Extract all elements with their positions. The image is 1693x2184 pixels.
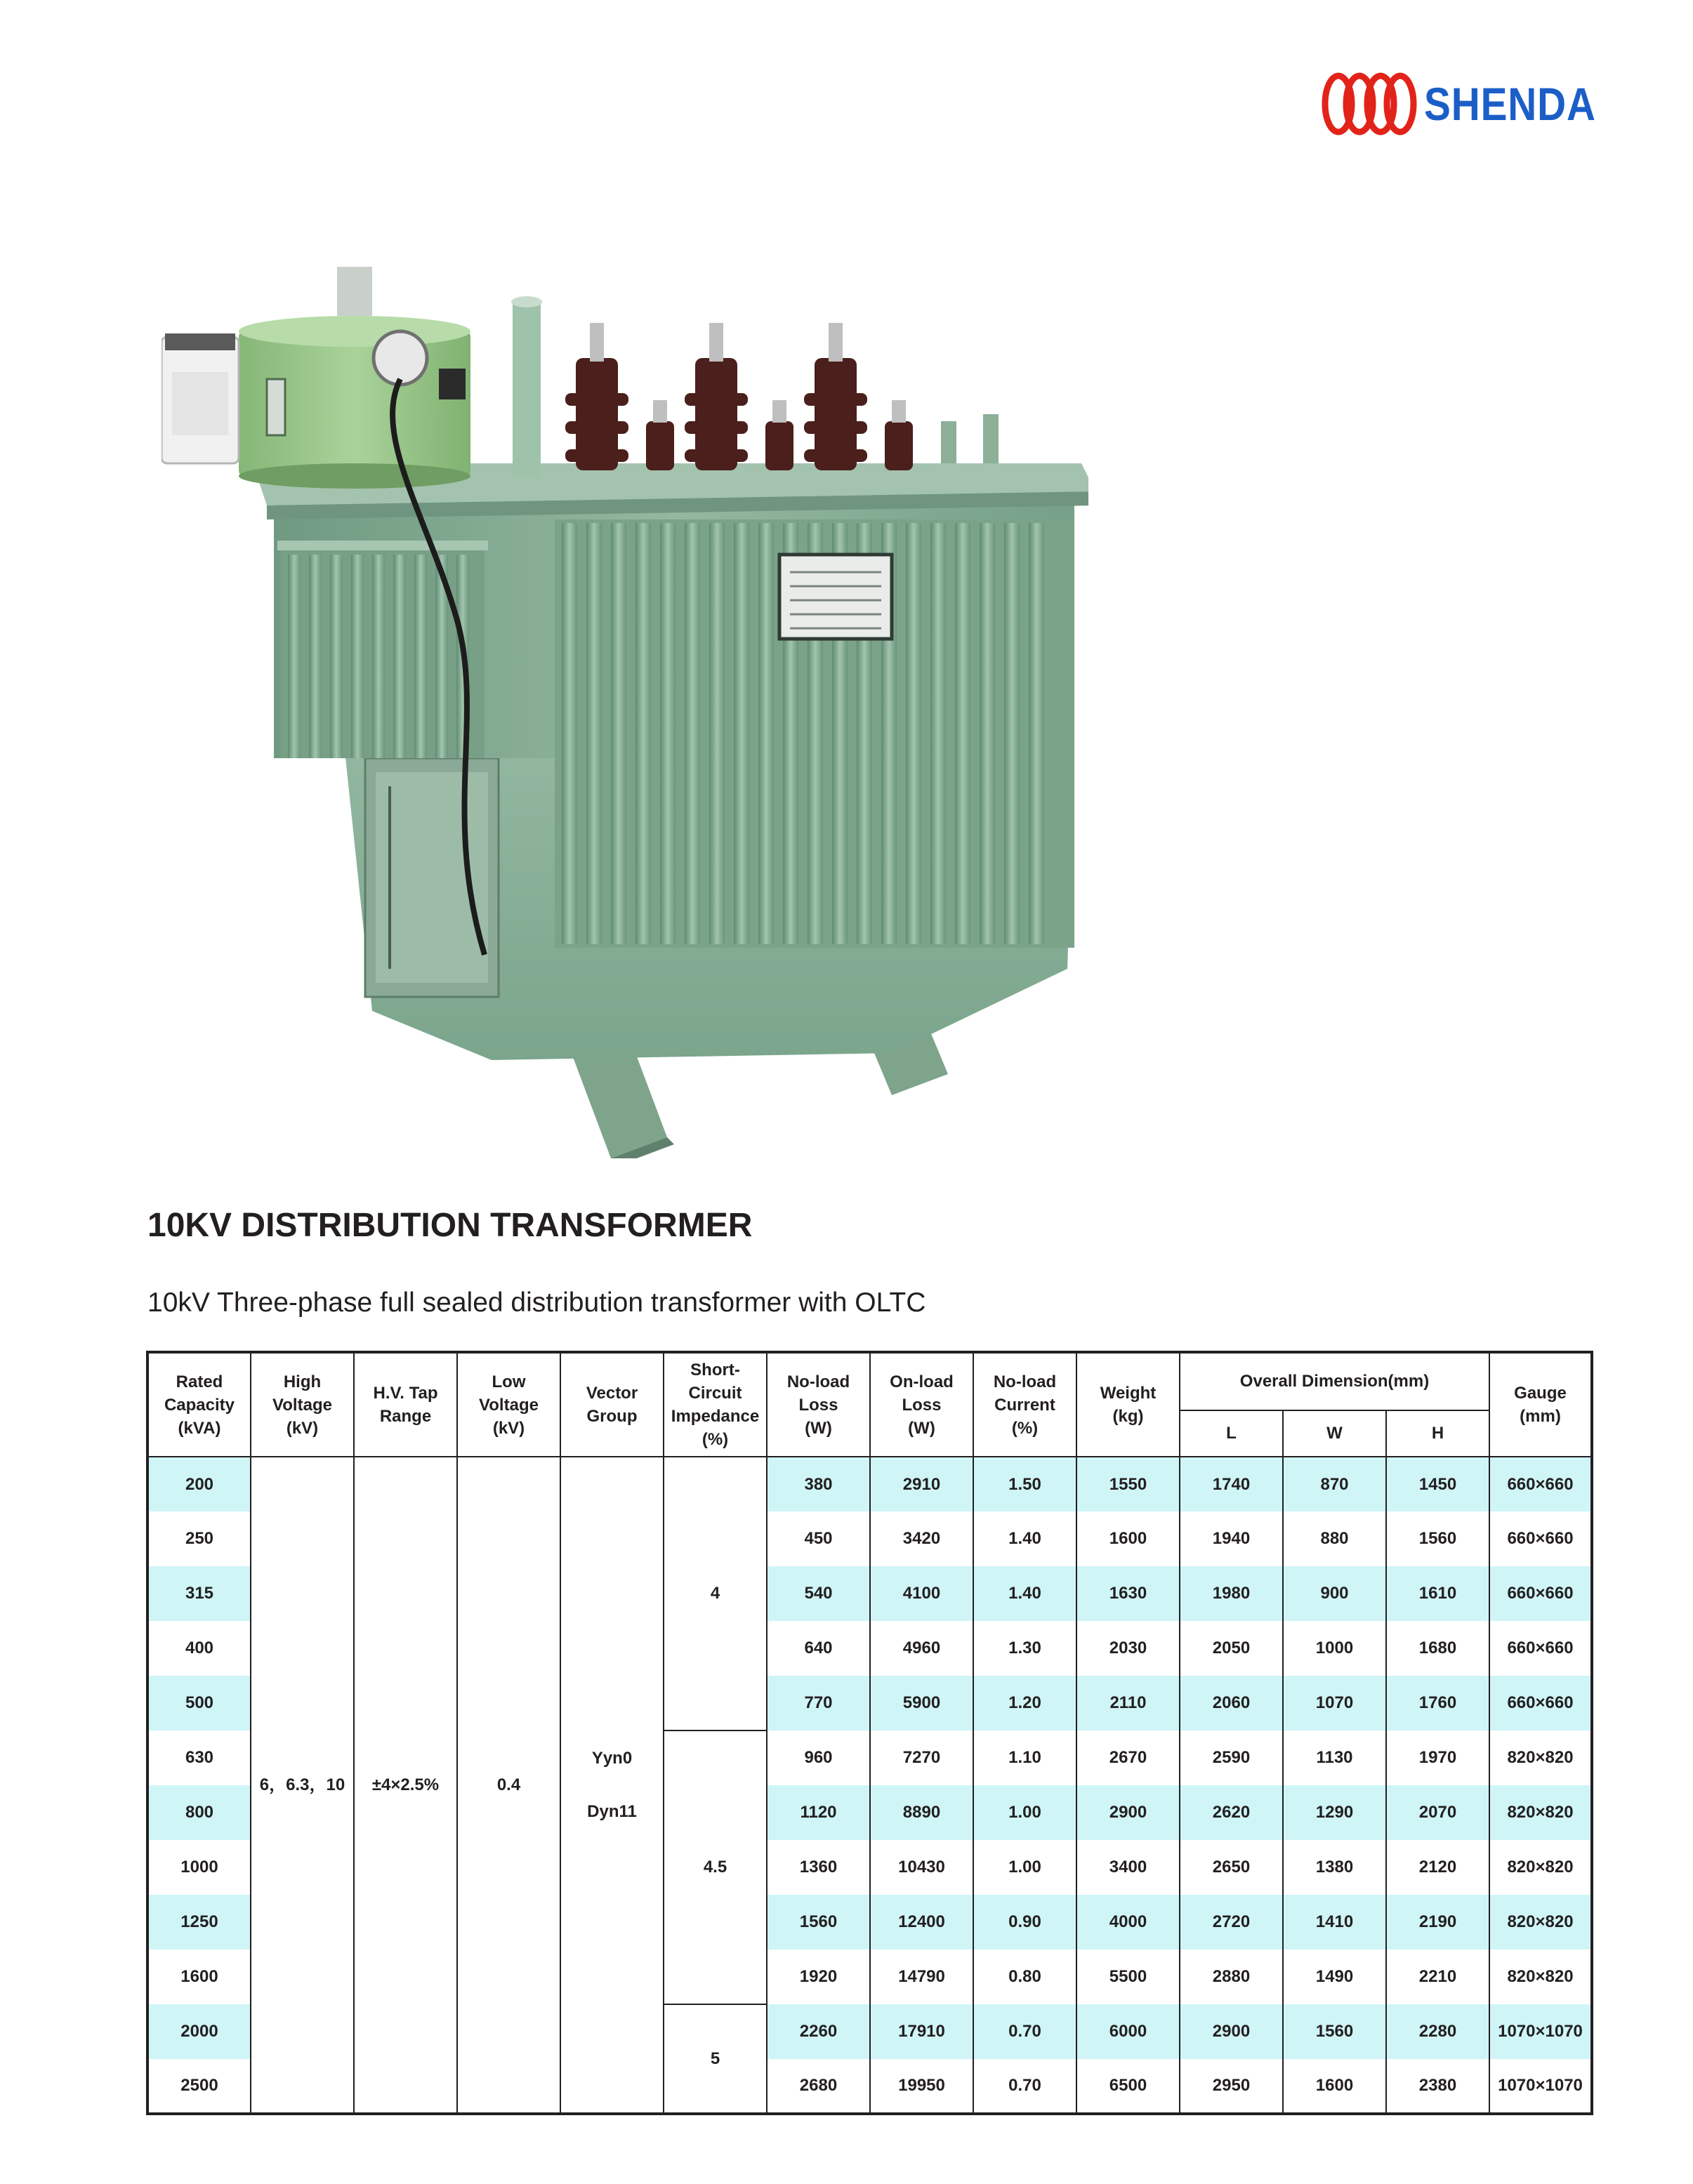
breather bbox=[162, 333, 239, 463]
cell-noload: 450 bbox=[767, 1511, 870, 1566]
cell-gauge: 820×820 bbox=[1489, 1895, 1592, 1950]
cell-weight: 1550 bbox=[1076, 1457, 1180, 1511]
cell-dim-w: 1070 bbox=[1283, 1676, 1386, 1730]
cell-weight: 2030 bbox=[1076, 1621, 1180, 1676]
cell-gauge: 660×660 bbox=[1489, 1621, 1592, 1676]
cell-dim-l: 1980 bbox=[1180, 1566, 1283, 1621]
cell-onload: 17910 bbox=[870, 2004, 973, 2059]
cell-capacity: 1600 bbox=[147, 1950, 251, 2004]
cell-noload: 960 bbox=[767, 1730, 870, 1785]
table-row bbox=[147, 1457, 1592, 1511]
cell-impedance-group-2: 4.5 bbox=[664, 1730, 767, 2004]
cell-tap-range: ±4×2.5% bbox=[354, 1457, 457, 2114]
cell-current: 1.20 bbox=[973, 1676, 1076, 1730]
cell-weight: 6500 bbox=[1076, 2059, 1180, 2114]
cell-current: 1.50 bbox=[973, 1457, 1076, 1511]
header-tap-range: H.V. Tap Range bbox=[354, 1352, 457, 1457]
cell-weight: 1600 bbox=[1076, 1511, 1180, 1566]
cell-current: 1.00 bbox=[973, 1785, 1076, 1840]
cell-dim-w: 1560 bbox=[1283, 2004, 1386, 2059]
cell-dim-h: 2210 bbox=[1386, 1950, 1489, 2004]
cell-capacity: 630 bbox=[147, 1730, 251, 1785]
cell-dim-l: 2620 bbox=[1180, 1785, 1283, 1840]
brand-logo bbox=[1320, 70, 1624, 138]
cell-vector-group: Yyn0 Dyn11 bbox=[560, 1457, 664, 2114]
cell-dim-l: 2060 bbox=[1180, 1676, 1283, 1730]
cell-weight: 2670 bbox=[1076, 1730, 1180, 1785]
cell-onload: 4960 bbox=[870, 1621, 973, 1676]
cell-noload: 1360 bbox=[767, 1840, 870, 1895]
cell-dim-w: 870 bbox=[1283, 1457, 1386, 1511]
header-dim-l: L bbox=[1180, 1410, 1283, 1457]
header-impedance: Short- Circuit Impedance (%) bbox=[664, 1352, 767, 1457]
hv-bushings bbox=[565, 323, 913, 470]
header-dim-h: H bbox=[1386, 1410, 1489, 1457]
cell-capacity: 250 bbox=[147, 1511, 251, 1566]
cell-dim-w: 900 bbox=[1283, 1566, 1386, 1621]
cell-current: 0.70 bbox=[973, 2059, 1076, 2114]
cell-noload: 1920 bbox=[767, 1950, 870, 2004]
cell-onload: 4100 bbox=[870, 1566, 973, 1621]
header-onload-loss: On-load Loss (W) bbox=[870, 1352, 973, 1457]
cell-capacity: 1250 bbox=[147, 1895, 251, 1950]
cell-dim-l: 2880 bbox=[1180, 1950, 1283, 2004]
cell-dim-w: 1410 bbox=[1283, 1895, 1386, 1950]
cell-current: 1.40 bbox=[973, 1511, 1076, 1566]
cell-dim-l: 2590 bbox=[1180, 1730, 1283, 1785]
cell-current: 0.90 bbox=[973, 1895, 1076, 1950]
cell-noload: 1560 bbox=[767, 1895, 870, 1950]
cell-capacity: 2500 bbox=[147, 2059, 251, 2114]
cell-current: 1.00 bbox=[973, 1840, 1076, 1895]
cell-dim-w: 1290 bbox=[1283, 1785, 1386, 1840]
cell-onload: 19950 bbox=[870, 2059, 973, 2114]
cell-high-voltage: 6，6.3，10 bbox=[251, 1457, 354, 2114]
header-dim-w: W bbox=[1283, 1410, 1386, 1457]
cell-onload: 7270 bbox=[870, 1730, 973, 1785]
cell-dim-l: 2720 bbox=[1180, 1895, 1283, 1950]
cell-onload: 12400 bbox=[870, 1895, 973, 1950]
cell-gauge: 660×660 bbox=[1489, 1511, 1592, 1566]
cell-capacity: 2000 bbox=[147, 2004, 251, 2059]
cell-gauge: 660×660 bbox=[1489, 1566, 1592, 1621]
cell-noload: 1120 bbox=[767, 1785, 870, 1840]
header-gauge: Gauge (mm) bbox=[1489, 1352, 1592, 1457]
cell-dim-w: 1600 bbox=[1283, 2059, 1386, 2114]
cell-weight: 6000 bbox=[1076, 2004, 1180, 2059]
cell-noload: 770 bbox=[767, 1676, 870, 1730]
cell-noload: 2680 bbox=[767, 2059, 870, 2114]
cell-gauge: 820×820 bbox=[1489, 1785, 1592, 1840]
cell-dim-h: 1760 bbox=[1386, 1676, 1489, 1730]
cell-dim-h: 2070 bbox=[1386, 1785, 1489, 1840]
cell-noload: 640 bbox=[767, 1621, 870, 1676]
cell-weight: 2900 bbox=[1076, 1785, 1180, 1840]
cell-capacity: 1000 bbox=[147, 1840, 251, 1895]
cell-noload: 540 bbox=[767, 1566, 870, 1621]
cell-dim-l: 2900 bbox=[1180, 2004, 1283, 2059]
cell-dim-l: 2050 bbox=[1180, 1621, 1283, 1676]
cell-dim-l: 1940 bbox=[1180, 1511, 1283, 1566]
cell-dim-w: 880 bbox=[1283, 1511, 1386, 1566]
page-title: 10KV DISTRIBUTION TRANSFORMER bbox=[147, 1207, 753, 1244]
cell-gauge: 820×820 bbox=[1489, 1840, 1592, 1895]
cell-gauge: 660×660 bbox=[1489, 1457, 1592, 1511]
cell-noload: 2260 bbox=[767, 2004, 870, 2059]
cell-gauge: 1070×1070 bbox=[1489, 2004, 1592, 2059]
cell-dim-w: 1000 bbox=[1283, 1621, 1386, 1676]
cell-onload: 8890 bbox=[870, 1785, 973, 1840]
shenda-rings-icon bbox=[1320, 70, 1418, 138]
cell-onload: 5900 bbox=[870, 1676, 973, 1730]
cell-weight: 2110 bbox=[1076, 1676, 1180, 1730]
cell-impedance-group-3: 5 bbox=[664, 2004, 767, 2114]
cell-capacity: 315 bbox=[147, 1566, 251, 1621]
cell-capacity: 800 bbox=[147, 1785, 251, 1840]
cell-dim-h: 2380 bbox=[1386, 2059, 1489, 2114]
header-rated-capacity: Rated Capacity (kVA) bbox=[147, 1352, 251, 1457]
cell-dim-l: 1740 bbox=[1180, 1457, 1283, 1511]
cell-gauge: 660×660 bbox=[1489, 1676, 1592, 1730]
cell-dim-h: 1450 bbox=[1386, 1457, 1489, 1511]
header-high-voltage: High Voltage (kV) bbox=[251, 1352, 354, 1457]
cell-capacity: 400 bbox=[147, 1621, 251, 1676]
cell-dim-h: 2280 bbox=[1386, 2004, 1489, 2059]
cell-weight: 5500 bbox=[1076, 1950, 1180, 2004]
cell-current: 0.80 bbox=[973, 1950, 1076, 2004]
transformer-photo bbox=[162, 253, 1088, 1158]
cell-onload: 10430 bbox=[870, 1840, 973, 1895]
cell-current: 0.70 bbox=[973, 2004, 1076, 2059]
cell-capacity: 500 bbox=[147, 1676, 251, 1730]
header-noload-loss: No-load Loss (W) bbox=[767, 1352, 870, 1457]
cell-noload: 380 bbox=[767, 1457, 870, 1511]
left-radiator-fins bbox=[277, 541, 488, 758]
cell-dim-h: 2190 bbox=[1386, 1895, 1489, 1950]
cell-onload: 14790 bbox=[870, 1950, 973, 2004]
cell-dim-w: 1130 bbox=[1283, 1730, 1386, 1785]
brand-name: SHENDA bbox=[1424, 78, 1596, 130]
cell-dim-l: 2950 bbox=[1180, 2059, 1283, 2114]
cell-current: 1.30 bbox=[973, 1621, 1076, 1676]
cell-current: 1.40 bbox=[973, 1566, 1076, 1621]
cell-dim-w: 1490 bbox=[1283, 1950, 1386, 2004]
cell-weight: 1630 bbox=[1076, 1566, 1180, 1621]
cell-dim-l: 2650 bbox=[1180, 1840, 1283, 1895]
cell-dim-h: 1560 bbox=[1386, 1511, 1489, 1566]
spec-table bbox=[146, 1351, 1593, 2115]
cell-dim-w: 1380 bbox=[1283, 1840, 1386, 1895]
cell-capacity: 200 bbox=[147, 1457, 251, 1511]
cell-onload: 3420 bbox=[870, 1511, 973, 1566]
cell-low-voltage: 0.4 bbox=[457, 1457, 560, 2114]
cell-dim-h: 1680 bbox=[1386, 1621, 1489, 1676]
cell-weight: 3400 bbox=[1076, 1840, 1180, 1895]
page-subtitle: 10kV Three-phase full sealed distribution transformer with OLTC bbox=[147, 1288, 926, 1318]
cell-weight: 4000 bbox=[1076, 1895, 1180, 1950]
cell-gauge: 1070×1070 bbox=[1489, 2059, 1592, 2114]
header-weight: Weight (kg) bbox=[1076, 1352, 1180, 1457]
cell-dim-h: 2120 bbox=[1386, 1840, 1489, 1895]
cell-gauge: 820×820 bbox=[1489, 1730, 1592, 1785]
header-low-voltage: Low Voltage (kV) bbox=[457, 1352, 560, 1457]
cell-impedance-group-1: 4 bbox=[664, 1457, 767, 1730]
cell-dim-h: 1610 bbox=[1386, 1566, 1489, 1621]
header-vector-group: Vector Group bbox=[560, 1352, 664, 1457]
cell-onload: 2910 bbox=[870, 1457, 973, 1511]
header-noload-current: No-load Current (%) bbox=[973, 1352, 1076, 1457]
cell-gauge: 820×820 bbox=[1489, 1950, 1592, 2004]
cell-current: 1.10 bbox=[973, 1730, 1076, 1785]
cell-dim-h: 1970 bbox=[1386, 1730, 1489, 1785]
conservator-tank bbox=[239, 267, 470, 489]
header-overall-dimension: Overall Dimension(mm) bbox=[1180, 1352, 1489, 1410]
radiator-fins bbox=[555, 519, 1074, 948]
